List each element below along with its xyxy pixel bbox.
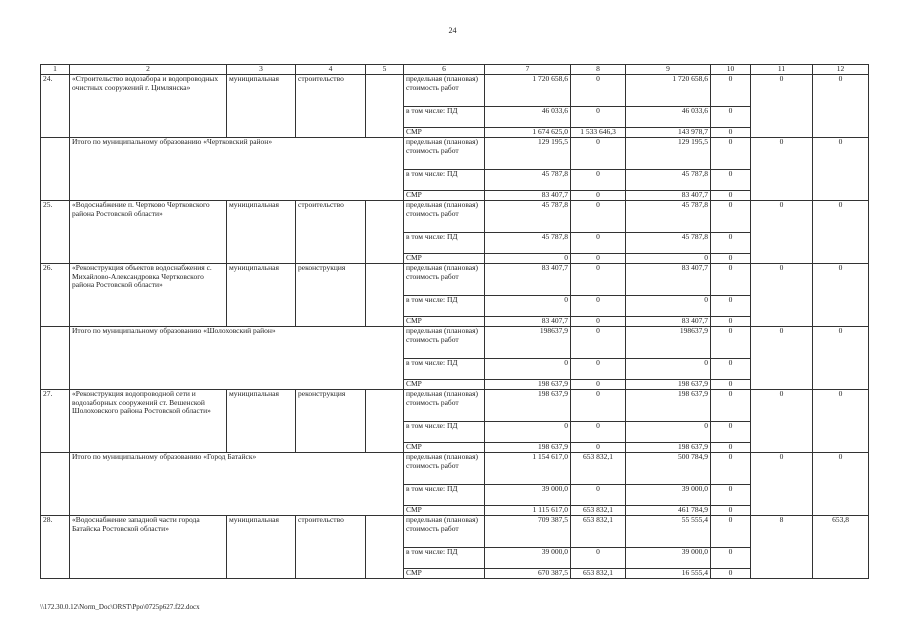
- value-col-7: 1 674 625,0: [485, 128, 571, 138]
- value-col-10: 0: [711, 191, 751, 201]
- value-col-9: 39 000,0: [626, 485, 711, 506]
- value-col-10: 0: [711, 390, 751, 422]
- value-col-12: 653,8: [813, 516, 869, 579]
- table-row: [41, 516, 869, 548]
- row-number-cell: 28.: [41, 516, 70, 579]
- value-col-7: 45 787,8: [485, 170, 571, 191]
- cost-type-cell: СМР: [404, 254, 485, 264]
- value-col-7: 670 387,5: [485, 569, 571, 579]
- value-col-9: 0: [626, 359, 711, 380]
- value-col-8: 0: [571, 233, 626, 254]
- value-col-8: 0: [571, 170, 626, 191]
- value-col-9: 16 555,4: [626, 569, 711, 579]
- value-col-8: 653 832,1: [571, 506, 626, 516]
- value-col-9: 39 000,0: [626, 548, 711, 569]
- value-col-9: 0: [626, 254, 711, 264]
- value-col-12: 0: [813, 390, 869, 453]
- value-col-10: 0: [711, 359, 751, 380]
- value-col-7: 83 407,7: [485, 264, 571, 296]
- value-col-7: 0: [485, 359, 571, 380]
- cost-type-cell: предельная (плановая) стоимость работ: [404, 138, 485, 170]
- cost-type-cell: в том числе: ПД: [404, 170, 485, 191]
- value-col-9: 45 787,8: [626, 201, 711, 233]
- total-name-cell: Итого по муниципальному образованию «Город Батайск»: [70, 453, 404, 516]
- value-col-8: 653 832,1: [571, 453, 626, 485]
- cost-type-cell: в том числе: ПД: [404, 107, 485, 128]
- value-col-8: 653 832,1: [571, 569, 626, 579]
- value-col-9: 0: [626, 422, 711, 443]
- value-col-9: 198 637,9: [626, 380, 711, 390]
- object-name-cell: «Водоснабжение п. Чертково Чертковского района Ростовской области»: [70, 201, 227, 264]
- ownership-cell: муниципальная: [227, 390, 296, 453]
- value-col-8: 0: [571, 191, 626, 201]
- column-header: 2: [70, 65, 227, 75]
- value-col-11: 0: [751, 75, 813, 138]
- value-col-11: 0: [751, 453, 813, 516]
- value-col-11: 0: [751, 264, 813, 327]
- value-col-10: 0: [711, 569, 751, 579]
- value-col-9: 45 787,8: [626, 233, 711, 254]
- value-col-8: 0: [571, 485, 626, 506]
- value-col-10: 0: [711, 233, 751, 254]
- column-5-cell: [366, 264, 404, 327]
- value-col-10: 0: [711, 380, 751, 390]
- row-number-cell: 25.: [41, 201, 70, 264]
- value-col-10: 0: [711, 327, 751, 359]
- ownership-cell: муниципальная: [227, 264, 296, 327]
- value-col-9: 83 407,7: [626, 191, 711, 201]
- value-col-9: 198637,9: [626, 327, 711, 359]
- value-col-10: 0: [711, 422, 751, 443]
- row-number-cell: [41, 453, 70, 516]
- value-col-7: 129 195,5: [485, 138, 571, 170]
- work-type-cell: строительство: [296, 201, 366, 264]
- value-col-10: 0: [711, 485, 751, 506]
- value-col-11: 0: [751, 327, 813, 390]
- column-header: 12: [813, 65, 869, 75]
- value-col-9: 198 637,9: [626, 390, 711, 422]
- row-number-cell: [41, 138, 70, 201]
- value-col-10: 0: [711, 296, 751, 317]
- value-col-7: 1 154 617,0: [485, 453, 571, 485]
- value-col-11: 8: [751, 516, 813, 579]
- table-row: [41, 201, 869, 233]
- ownership-cell: муниципальная: [227, 201, 296, 264]
- value-col-8: 1 533 646,3: [571, 128, 626, 138]
- total-row: [41, 327, 869, 359]
- row-number-cell: 26.: [41, 264, 70, 327]
- value-col-7: 45 787,8: [485, 201, 571, 233]
- object-name-cell: «Строительство водозабора и водопроводных очистных сооружений г. Цимлянска»: [70, 75, 227, 138]
- value-col-8: 0: [571, 380, 626, 390]
- value-col-8: 0: [571, 138, 626, 170]
- value-col-9: 461 784,9: [626, 506, 711, 516]
- value-col-10: 0: [711, 264, 751, 296]
- value-col-10: 0: [711, 128, 751, 138]
- column-5-cell: [366, 516, 404, 579]
- value-col-8: 0: [571, 201, 626, 233]
- value-col-9: 129 195,5: [626, 138, 711, 170]
- column-header: 8: [571, 65, 626, 75]
- value-col-12: 0: [813, 264, 869, 327]
- value-col-10: 0: [711, 506, 751, 516]
- column-5-cell: [366, 75, 404, 138]
- value-col-8: 0: [571, 317, 626, 327]
- value-col-7: 83 407,7: [485, 191, 571, 201]
- value-col-9: 45 787,8: [626, 170, 711, 191]
- column-header-row: [41, 65, 869, 75]
- value-col-8: 0: [571, 443, 626, 453]
- value-col-7: 83 407,7: [485, 317, 571, 327]
- value-col-7: 1 720 658,6: [485, 75, 571, 107]
- table-row: [41, 75, 869, 107]
- cost-type-cell: предельная (плановая) стоимость работ: [404, 75, 485, 107]
- value-col-9: 198 637,9: [626, 443, 711, 453]
- cost-type-cell: СМР: [404, 443, 485, 453]
- total-row: [41, 138, 869, 170]
- work-type-cell: строительство: [296, 75, 366, 138]
- value-col-9: 83 407,7: [626, 317, 711, 327]
- cost-type-cell: СМР: [404, 506, 485, 516]
- table-row: [41, 390, 869, 422]
- page-number: 24: [448, 26, 457, 35]
- cost-type-cell: СМР: [404, 380, 485, 390]
- cost-type-cell: в том числе: ПД: [404, 359, 485, 380]
- cost-type-cell: предельная (плановая) стоимость работ: [404, 516, 485, 548]
- column-header: 5: [366, 65, 404, 75]
- value-col-10: 0: [711, 107, 751, 128]
- value-col-8: 0: [571, 107, 626, 128]
- column-5-cell: [366, 201, 404, 264]
- cost-type-cell: предельная (плановая) стоимость работ: [404, 327, 485, 359]
- value-col-9: 500 784,9: [626, 453, 711, 485]
- value-col-8: 0: [571, 548, 626, 569]
- value-col-9: 143 978,7: [626, 128, 711, 138]
- work-type-cell: строительство: [296, 516, 366, 579]
- value-col-10: 0: [711, 170, 751, 191]
- row-number-cell: 27.: [41, 390, 70, 453]
- value-col-12: 0: [813, 453, 869, 516]
- object-name-cell: «Реконструкция объектов водоснабжения с. Михайлово-Александровка Чертковского района Ростовской области»: [70, 264, 227, 327]
- value-col-10: 0: [711, 254, 751, 264]
- value-col-10: 0: [711, 548, 751, 569]
- work-type-cell: реконструкция: [296, 390, 366, 453]
- value-col-7: 198 637,9: [485, 390, 571, 422]
- value-col-8: 0: [571, 390, 626, 422]
- object-name-cell: «Реконструкция водопроводной сети и водозаборных сооружений ст. Вешенской Шолоховского района Ростовской области»: [70, 390, 227, 453]
- row-number-cell: 24.: [41, 75, 70, 138]
- value-col-10: 0: [711, 317, 751, 327]
- cost-type-cell: предельная (плановая) стоимость работ: [404, 453, 485, 485]
- value-col-8: 653 832,1: [571, 516, 626, 548]
- column-header: 10: [711, 65, 751, 75]
- cost-type-cell: предельная (плановая) стоимость работ: [404, 201, 485, 233]
- value-col-12: 0: [813, 75, 869, 138]
- value-col-7: 46 033,6: [485, 107, 571, 128]
- cost-type-cell: в том числе: ПД: [404, 296, 485, 317]
- value-col-7: 198637,9: [485, 327, 571, 359]
- value-col-12: 0: [813, 327, 869, 390]
- object-name-cell: «Водоснабжение западной части города Батайска Ростовской области»: [70, 516, 227, 579]
- ownership-cell: муниципальная: [227, 75, 296, 138]
- cost-type-cell: в том числе: ПД: [404, 422, 485, 443]
- value-col-12: 0: [813, 201, 869, 264]
- column-header: 11: [751, 65, 813, 75]
- value-col-9: 46 033,6: [626, 107, 711, 128]
- value-col-7: 1 115 617,0: [485, 506, 571, 516]
- value-col-11: 0: [751, 138, 813, 201]
- value-col-8: 0: [571, 75, 626, 107]
- value-col-11: 0: [751, 390, 813, 453]
- value-col-8: 0: [571, 327, 626, 359]
- total-row: [41, 453, 869, 485]
- value-col-8: 0: [571, 422, 626, 443]
- row-number-cell: [41, 327, 70, 390]
- value-col-7: 198 637,9: [485, 380, 571, 390]
- work-type-cell: реконструкция: [296, 264, 366, 327]
- value-col-10: 0: [711, 453, 751, 485]
- value-col-9: 83 407,7: [626, 264, 711, 296]
- cost-type-cell: в том числе: ПД: [404, 485, 485, 506]
- value-col-7: 709 387,5: [485, 516, 571, 548]
- document-table: [40, 64, 869, 579]
- value-col-10: 0: [711, 516, 751, 548]
- cost-type-cell: предельная (плановая) стоимость работ: [404, 390, 485, 422]
- total-name-cell: Итого по муниципальному образованию «Шолоховский район»: [70, 327, 404, 390]
- cost-type-cell: СМР: [404, 128, 485, 138]
- value-col-7: 0: [485, 296, 571, 317]
- cost-type-cell: СМР: [404, 191, 485, 201]
- value-col-8: 0: [571, 296, 626, 317]
- cost-type-cell: предельная (плановая) стоимость работ: [404, 264, 485, 296]
- value-col-7: 198 637,9: [485, 443, 571, 453]
- value-col-10: 0: [711, 138, 751, 170]
- cost-type-cell: в том числе: ПД: [404, 233, 485, 254]
- value-col-10: 0: [711, 201, 751, 233]
- value-col-9: 55 555,4: [626, 516, 711, 548]
- value-col-8: 0: [571, 264, 626, 296]
- value-col-8: 0: [571, 254, 626, 264]
- column-header: 9: [626, 65, 711, 75]
- column-header: 6: [404, 65, 485, 75]
- value-col-7: 39 000,0: [485, 548, 571, 569]
- value-col-8: 0: [571, 359, 626, 380]
- value-col-7: 39 000,0: [485, 485, 571, 506]
- value-col-9: 1 720 658,6: [626, 75, 711, 107]
- column-header: 4: [296, 65, 366, 75]
- value-col-11: 0: [751, 201, 813, 264]
- column-header: 7: [485, 65, 571, 75]
- value-col-7: 45 787,8: [485, 233, 571, 254]
- value-col-10: 0: [711, 443, 751, 453]
- footer-file-path: \\172.30.0.12\Norm_Doc\ORST\Ppo\0725p627.f22.docx: [40, 603, 200, 611]
- value-col-7: 0: [485, 422, 571, 443]
- ownership-cell: муниципальная: [227, 516, 296, 579]
- value-col-9: 0: [626, 296, 711, 317]
- column-5-cell: [366, 390, 404, 453]
- value-col-7: 0: [485, 254, 571, 264]
- total-name-cell: Итого по муниципальному образованию «Чертковский район»: [70, 138, 404, 201]
- cost-type-cell: СМР: [404, 569, 485, 579]
- cost-type-cell: СМР: [404, 317, 485, 327]
- table-row: [41, 264, 869, 296]
- value-col-12: 0: [813, 138, 869, 201]
- column-header: 1: [41, 65, 70, 75]
- cost-type-cell: в том числе: ПД: [404, 548, 485, 569]
- value-col-10: 0: [711, 75, 751, 107]
- column-header: 3: [227, 65, 296, 75]
